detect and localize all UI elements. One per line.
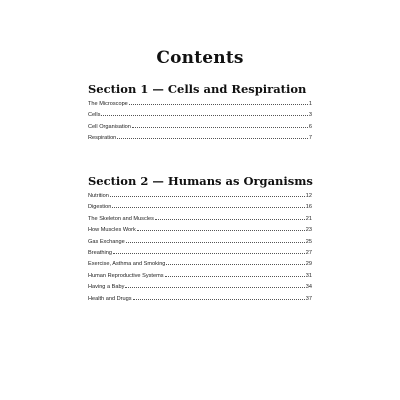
toc-entry-label: Health and Drugs xyxy=(88,295,132,302)
toc-entry-label: Nutrition xyxy=(88,193,109,199)
toc-entry-label: Digestion xyxy=(88,204,112,211)
toc-entry[interactable] xyxy=(88,284,312,295)
toc-entry-label: Cell Organisation xyxy=(88,123,131,130)
dot-leader xyxy=(125,284,304,288)
page-title: Contents xyxy=(156,48,244,68)
dot-leader xyxy=(129,101,308,105)
toc-entry-page: 23 xyxy=(305,227,312,234)
toc-entry[interactable] xyxy=(88,124,312,135)
toc-entry-page: 27 xyxy=(305,249,312,256)
toc-entry-page: 25 xyxy=(305,238,312,245)
toc-entry-label: Exercise, Asthma and Smoking xyxy=(88,261,166,268)
toc-entry[interactable] xyxy=(88,227,312,238)
toc-entry-page: 3 xyxy=(308,112,312,119)
toc-entry-page: 7 xyxy=(308,135,312,142)
toc-entry-page: 37 xyxy=(305,295,312,302)
toc-entry[interactable] xyxy=(88,112,312,123)
toc-entry-label: The Skeleton and Muscles xyxy=(88,215,154,222)
dot-leader xyxy=(137,227,305,231)
toc-entry-page: 1 xyxy=(308,101,312,107)
toc-entry[interactable] xyxy=(88,204,312,215)
toc-list xyxy=(88,101,312,147)
dot-leader xyxy=(132,124,308,128)
dot-leader xyxy=(133,296,305,300)
toc-entry[interactable] xyxy=(88,296,312,307)
toc-entry-page: 34 xyxy=(305,284,312,291)
toc-entry-label: Having a Baby xyxy=(88,284,125,291)
dot-leader xyxy=(101,112,307,116)
toc-entry-page: 21 xyxy=(305,215,312,222)
toc-entry-page: 12 xyxy=(305,193,312,199)
toc-entry[interactable] xyxy=(88,101,312,112)
toc-entry[interactable] xyxy=(88,250,312,261)
toc-entry-page: 29 xyxy=(305,261,312,268)
toc-entry-label: Respiration xyxy=(88,135,117,142)
section-heading: Section 2 — Humans as Organisms xyxy=(88,174,313,188)
toc-list xyxy=(88,193,312,307)
toc-entry-label: Human Reproductive Systems xyxy=(88,272,164,279)
dot-leader xyxy=(155,216,305,220)
toc-entry-label: How Muscles Work xyxy=(88,227,136,234)
section-heading: Section 1 — Cells and Respiration xyxy=(88,82,307,96)
toc-entry[interactable] xyxy=(88,216,312,227)
toc-entry[interactable] xyxy=(88,239,312,250)
dot-leader xyxy=(166,261,304,265)
dot-leader xyxy=(126,239,305,243)
toc-entry-label: Cells xyxy=(88,112,101,119)
toc-entry-label: Gas Exchange xyxy=(88,238,125,245)
dot-leader xyxy=(112,204,304,208)
dot-leader xyxy=(165,273,305,277)
toc-entry[interactable] xyxy=(88,193,312,204)
toc-entry-label: The Microscope xyxy=(88,101,128,107)
toc-entry[interactable] xyxy=(88,273,312,284)
toc-entry-page: 31 xyxy=(305,272,312,279)
dot-leader xyxy=(113,250,305,254)
toc-entry-label: Breathing xyxy=(88,249,112,256)
dot-leader xyxy=(110,193,305,197)
dot-leader xyxy=(117,135,308,139)
toc-entry-page: 16 xyxy=(305,204,312,211)
toc-entry-page: 6 xyxy=(308,123,312,130)
toc-entry[interactable] xyxy=(88,261,312,272)
toc-entry[interactable] xyxy=(88,135,312,146)
